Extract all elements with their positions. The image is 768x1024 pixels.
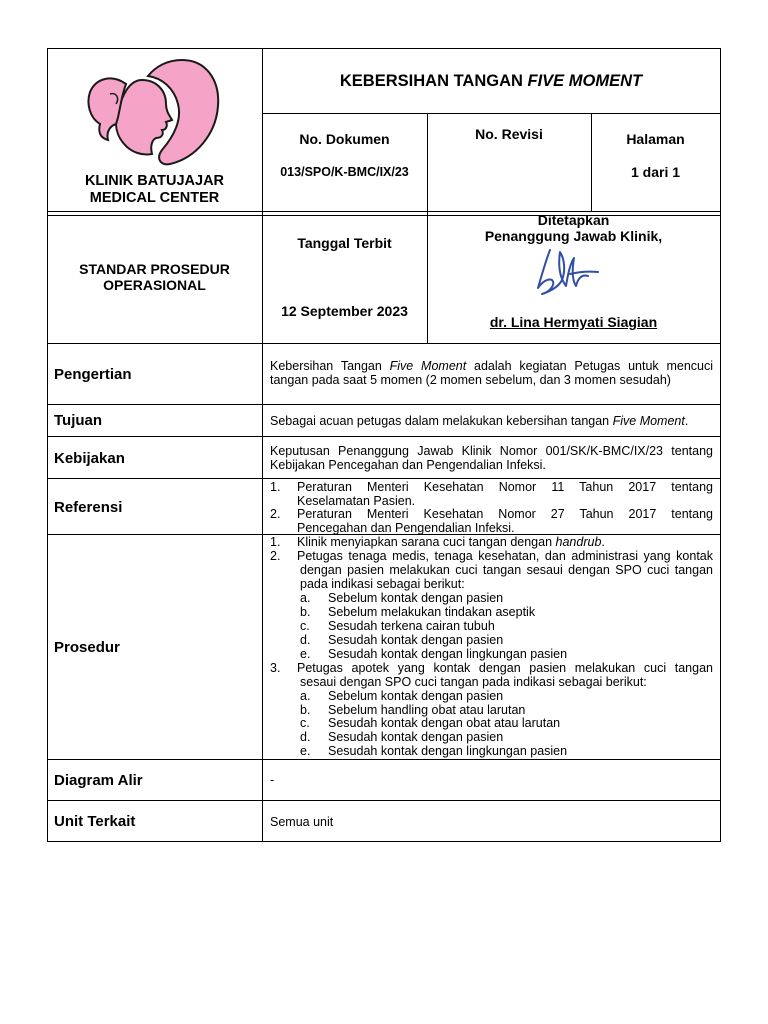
- unit-terkait-value: Semua unit: [270, 815, 334, 829]
- approved-by-role: Penanggung Jawab Klinik,: [484, 228, 663, 244]
- prosedur-number-3: 3.: [270, 661, 281, 675]
- issue-date-value: 12 September 2023: [281, 303, 408, 319]
- tujuan-text-b: .: [684, 414, 689, 428]
- sop-title-line2: OPERASIONAL: [103, 277, 206, 293]
- prosedur-number-1: 1.: [270, 535, 281, 549]
- prosedur-step-1-b: .: [601, 535, 605, 549]
- prosedur-3d-text: Sesudah kontak dengan pasien: [328, 730, 504, 744]
- title-main-text: KEBERSIHAN TANGAN: [339, 72, 528, 90]
- row-divider-4: [47, 478, 721, 479]
- pengertian-text-line2: tangan pada saat 5 momen (2 momen sebelum, dan 3 momen sesudah): [270, 373, 671, 387]
- doc-number-value: 013/SPO/K-BMC/IX/23: [280, 165, 409, 179]
- page-label: Halaman: [626, 131, 685, 147]
- prosedur-3a-text: Sebelum kontak dengan pasien: [328, 689, 504, 703]
- row-divider-6: [47, 759, 721, 760]
- pengertian-text-a: Kebersihan Tangan: [270, 359, 390, 373]
- prosedur-2b-text: Sebelum melakukan tindakan aseptik: [328, 605, 536, 619]
- prosedur-step-2-line3: pada indikasi sebagai berikut:: [300, 577, 465, 591]
- kebijakan-text-line2: Kebijakan Pencegahan dan Pengendalian Infeksi.: [270, 458, 546, 472]
- prosedur-3e-key: e.: [300, 744, 311, 758]
- doc-col-divider-2: [591, 113, 592, 211]
- tujuan-text-a: Sebagai acuan petugas dalam melakukan kebersihan tangan: [270, 414, 613, 428]
- clinic-name-line2: MEDICAL CENTER: [89, 190, 220, 206]
- row-divider-1: [47, 343, 721, 344]
- tujuan-text: [270, 414, 688, 428]
- kebijakan-text-line1: Keputusan Penanggung Jawab Klinik Nomor 001/SK/K-BMC/IX/23 tentang: [270, 444, 713, 458]
- border-right: [720, 48, 721, 842]
- border-left: [47, 48, 48, 842]
- prosedur-2a-text: Sebelum kontak dengan pasien: [328, 591, 504, 605]
- prosedur-2e-text: Sesudah kontak dengan lingkungan pasien: [328, 647, 568, 661]
- prosedur-step-1-a: Klinik menyiapkan sarana cuci tangan dengan: [297, 535, 556, 549]
- prosedur-3a-key: a.: [300, 689, 311, 703]
- prosedur-2c-text: Sesudah terkena cairan tubuh: [328, 619, 495, 633]
- prosedur-number-2: 2.: [270, 549, 281, 563]
- pengertian-text-line1: [270, 359, 713, 373]
- signer-name: dr. Lina Hermyati Siagian: [489, 314, 658, 330]
- diagram-alir-value: -: [270, 773, 275, 787]
- referensi-item-2-line1: Peraturan Menteri Kesehatan Nomor 27 Tahun 2017 tentang: [297, 507, 713, 521]
- revision-label: No. Revisi: [475, 126, 543, 142]
- referensi-number-1: 1.: [270, 480, 281, 494]
- label-kebijakan: Kebijakan: [54, 450, 125, 467]
- row-divider-7: [47, 800, 721, 801]
- prosedur-3c-key: c.: [300, 716, 310, 730]
- sop-title-line1: STANDAR PROSEDUR: [79, 261, 230, 277]
- prosedur-3d-key: d.: [300, 730, 311, 744]
- pengertian-text-italic: Five Moment: [389, 359, 467, 373]
- referensi-item-1-line1: Peraturan Menteri Kesehatan Nomor 11 Tahun 2017 tentang: [297, 480, 713, 494]
- border-bottom: [47, 841, 721, 842]
- prosedur-2d-text: Sesudah kontak dengan pasien: [328, 633, 504, 647]
- prosedur-3e-text: Sesudah kontak dengan lingkungan pasien: [328, 744, 568, 758]
- prosedur-2d-key: d.: [300, 633, 311, 647]
- page-value: 1 dari 1: [630, 164, 681, 180]
- tujuan-text-italic: Five Moment: [612, 414, 685, 428]
- prosedur-step-3-line1: Petugas apotek yang kontak dengan pasien melakukan cuci tangan: [297, 661, 713, 675]
- prosedur-2a-key: a.: [300, 591, 311, 605]
- prosedur-2e-key: e.: [300, 647, 311, 661]
- prosedur-step-1: [297, 535, 605, 549]
- border-top: [47, 48, 721, 49]
- label-pengertian: Pengertian: [54, 366, 132, 383]
- label-unit-terkait: Unit Terkait: [54, 813, 136, 830]
- clinic-logo-icon: [86, 54, 226, 170]
- signature-image: [532, 244, 602, 302]
- prosedur-3c-text: Sesudah kontak dengan obat atau larutan: [328, 716, 561, 730]
- approved-by-label: Ditetapkan: [537, 212, 610, 228]
- pengertian-text-b: adalah kegiatan Petugas untuk mencuci: [466, 359, 713, 373]
- row-divider-3: [47, 436, 721, 437]
- referensi-item-1-line2: Keselamatan Pasien.: [297, 494, 416, 508]
- prosedur-step-2-line1: Petugas tenaga medis, tenaga kesehatan, dan administrasi yang kontak: [297, 549, 713, 563]
- referensi-number-2: 2.: [270, 507, 281, 521]
- prosedur-step-1-italic: handrub: [555, 535, 602, 549]
- label-tujuan: Tujuan: [54, 412, 103, 429]
- title-row-divider: [262, 113, 720, 114]
- label-prosedur: Prosedur: [54, 639, 120, 656]
- prosedur-3b-text: Sebelum handling obat atau larutan: [328, 703, 526, 717]
- referensi-item-2-line2: Pencegahan dan Pengendalian Infeksi.: [297, 521, 515, 535]
- title-italic-text: FIVE MOMENT: [527, 72, 643, 90]
- document-title: [262, 72, 720, 91]
- doc-number-label: No. Dokumen: [299, 131, 390, 147]
- prosedur-2b-key: b.: [300, 605, 311, 619]
- prosedur-3b-key: b.: [300, 703, 311, 717]
- prosedur-step-2-line2: dengan pasien melakukan cuci tangan sesaui dengan SPO cuci tangan: [300, 563, 713, 577]
- label-diagram-alir: Diagram Alir: [54, 772, 143, 789]
- prosedur-2c-key: c.: [300, 619, 310, 633]
- prosedur-step-3-line2: sesaui dengan SPO cuci tangan pada indikasi sebagai berikut:: [300, 675, 647, 689]
- label-referensi: Referensi: [54, 499, 123, 516]
- clinic-name-line1: KLINIK BATUJAJAR: [84, 173, 225, 189]
- row-divider-2: [47, 404, 721, 405]
- issue-date-label: Tanggal Terbit: [297, 235, 392, 251]
